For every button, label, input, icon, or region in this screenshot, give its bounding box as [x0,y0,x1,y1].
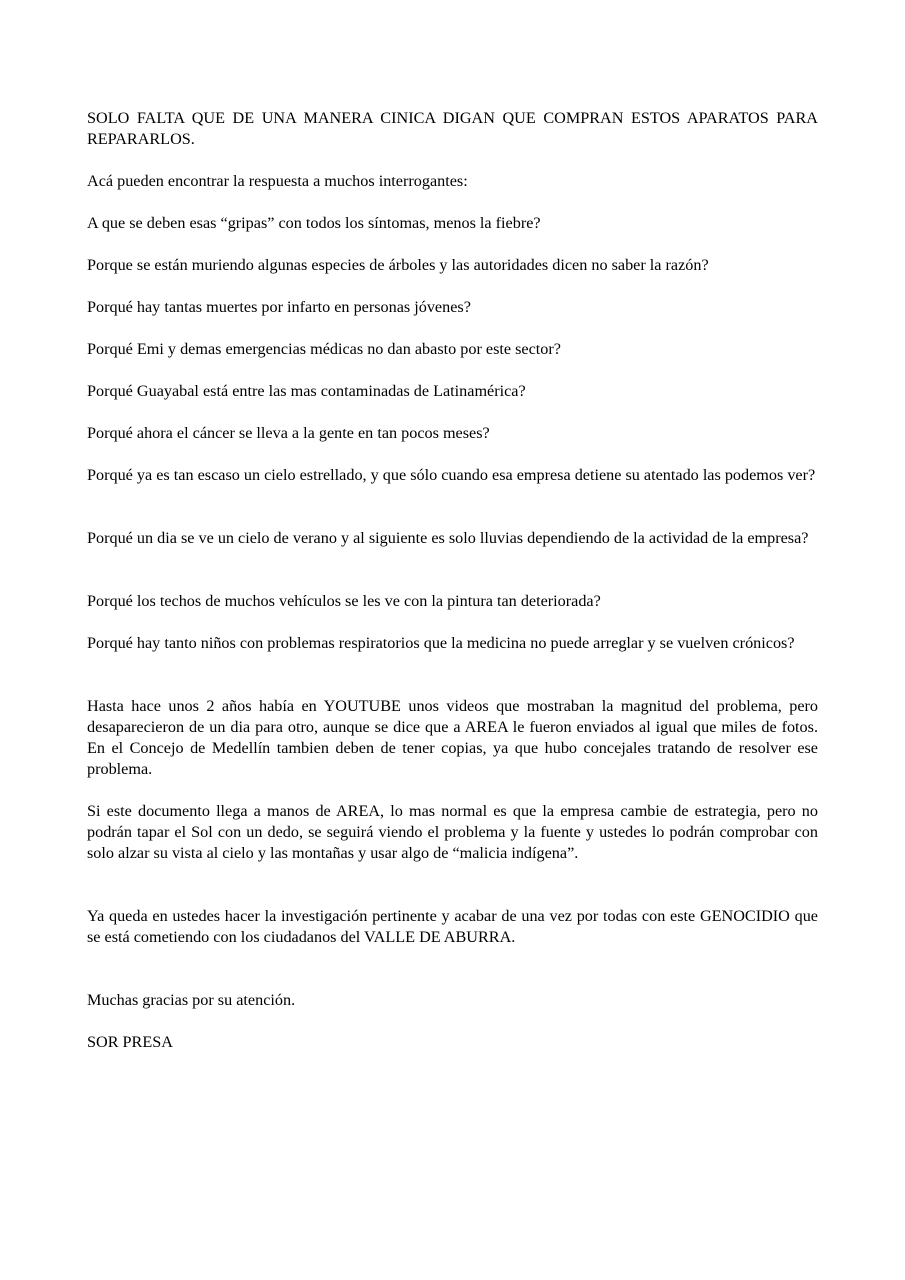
youtube-paragraph: Hasta hace unos 2 años había en YOUTUBE unos videos que mostraban la magnitud del problema, pero desaparecieron de un dia para otro, aunque se dice que a AREA le fueron enviados al igual que miles de fotos. En el Concejo de Medellín tambien deben de tener copias, ya que hubo concejales tratando de resolver ese problema. [87,697,818,778]
question-cielo-estrellado: Porqué ya es tan escaso un cielo estrellado, y que sólo cuando esa empresa detiene su atentado las podemos ver? [87,466,816,484]
question-cielo-verano: Porqué un dia se ve un cielo de verano y al siguiente es solo lluvias dependiendo de la actividad de la empresa? [87,529,809,547]
question-cancer: Porqué ahora el cáncer se lleva a la gente en tan pocos meses? [87,424,490,442]
question-ninos: Porqué hay tanto niños con problemas respiratorios que la medicina no puede arreglar y se vuelven crónicos? [87,634,795,652]
question-emergencias: Porqué Emi y demas emergencias médicas no dan abasto por este sector? [87,340,561,358]
area-paragraph: Si este documento llega a manos de AREA, lo mas normal es que la empresa cambie de estrategia, pero no podrán tapar el Sol con un dedo, se seguirá viendo el problema y la fuente y ustedes lo podrán comprobar con solo alzar su vista al cielo y las montañas y usar algo de “malicia indígena”. [87,802,818,862]
question-gripas: A que se deben esas “gripas” con todos los síntomas, menos la fiebre? [87,214,541,232]
closing-thanks: Muchas gracias por su atención. [87,991,296,1009]
question-vehiculos: Porqué los techos de muchos vehículos se les ve con la pintura tan deteriorada? [87,592,601,610]
question-arboles: Porque se están muriendo algunas especies de árboles y las autoridades dicen no saber la razón? [87,256,709,274]
signature: SOR PRESA [87,1033,173,1051]
intro-paragraph-caps: SOLO FALTA QUE DE UNA MANERA CINICA DIGAN QUE COMPRAN ESTOS APARATOS PARA REPARARLOS. [87,109,818,148]
lead-in-paragraph: Acá pueden encontrar la respuesta a muchos interrogantes: [87,172,468,190]
question-guayabal: Porqué Guayabal está entre las mas contaminadas de Latinamérica? [87,382,526,400]
genocidio-paragraph: Ya queda en ustedes hacer la investigación pertinente y acabar de una vez por todas con este GENOCIDIO que se está cometiendo con los ciudadanos del VALLE DE ABURRA. [87,907,818,946]
question-infarto: Porqué hay tantas muertes por infarto en personas jóvenes? [87,298,471,316]
